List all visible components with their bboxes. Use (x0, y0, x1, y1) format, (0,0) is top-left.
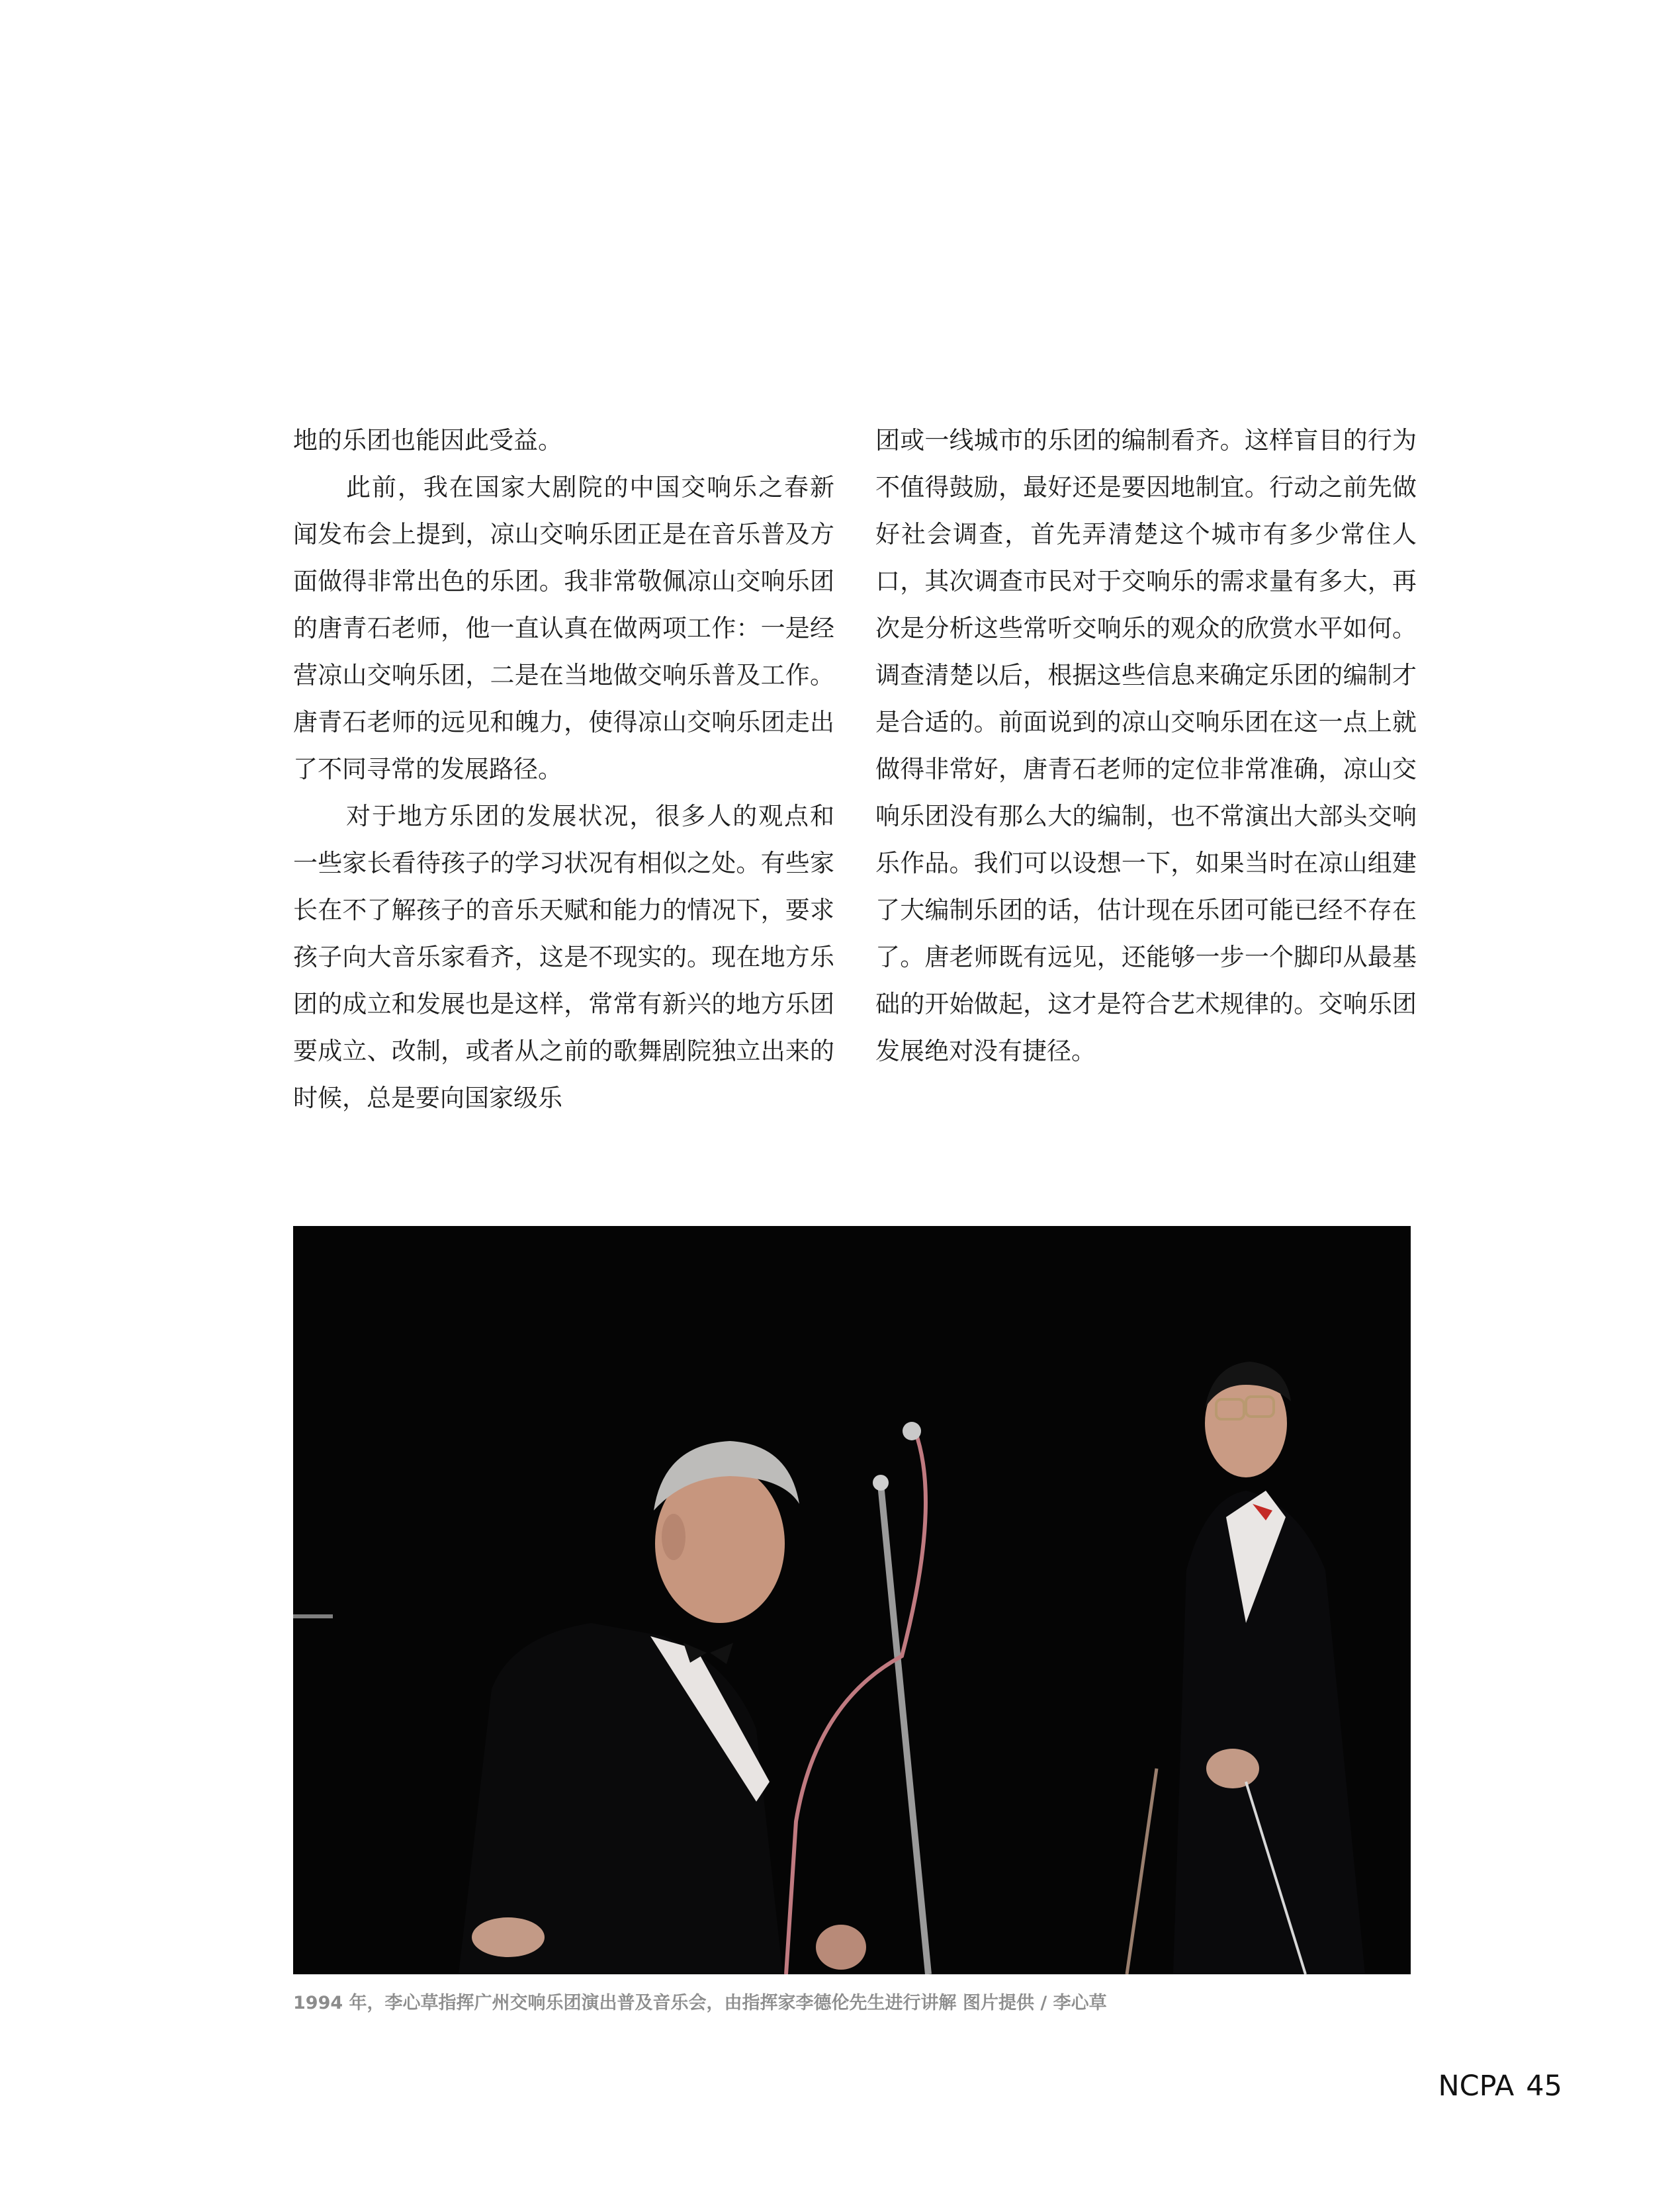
paragraph: 对于地方乐团的发展状况，很多人的观点和一些家长看待孩子的学习状况有相似之处。有些家长在不了解孩子的音乐天赋和能力的情况下，要求孩子向大音乐家看齐，这是不现实的。现在地方乐团的成立和发展也是这样，常常有新兴的地方乐团要成立、改制，或者从之前的歌舞剧院独立出来的时候，总是要向国家级乐 (293, 802, 834, 1112)
photo-caption: 1994 年，李心草指挥广州交响乐团演出普及音乐会，由指挥家李德伦先生进行讲解 图片提供 / 李心草 (293, 1993, 1107, 2013)
concert-photo (293, 1226, 1411, 1974)
paragraph: 此前，我在国家大剧院的中国交响乐之春新闻发布会上提到，凉山交响乐团正是在音乐普及方面做得非常出色的乐团。我非常敬佩凉山交响乐团的唐青石老师，他一直认真在做两项工作：一是经营凉山交响乐团，二是在当地做交响乐普及工作。唐青石老师的远见和魄力，使得凉山交响乐团走出了不同寻常的发展路径。 (293, 473, 834, 783)
page-footer (1438, 2070, 1562, 2103)
paragraph: 地的乐团也能因此受益。 (293, 426, 562, 455)
page-number: 45 (1526, 2070, 1562, 2103)
article-column-right (875, 417, 1417, 1074)
paragraph: 团或一线城市的乐团的编制看齐。这样盲目的行为不值得鼓励，最好还是要因地制宜。行动之前先做好社会调查，首先弄清楚这个城市有多少常住人口，其次调查市民对于交响乐的需求量有多大，再次是分析这些常听交响乐的观众的欣赏水平如何。调查清楚以后，根据这些信息来确定乐团的编制才是合适的。前面说到的凉山交响乐团在这一点上就做得非常好，唐青石老师的定位非常准确，凉山交响乐团没有那么大的编制，也不常演出大部头交响乐作品。我们可以设想一下，如果当时在凉山组建了大编制乐团的话，估计现在乐团可能已经不存在了。唐老师既有远见，还能够一步一个脚印从最基础的开始做起，这才是符合艺术规律的。交响乐团发展绝对没有捷径。 (875, 426, 1417, 1065)
magazine-name: NCPA (1438, 2070, 1515, 2103)
article-column-left (293, 417, 834, 1121)
